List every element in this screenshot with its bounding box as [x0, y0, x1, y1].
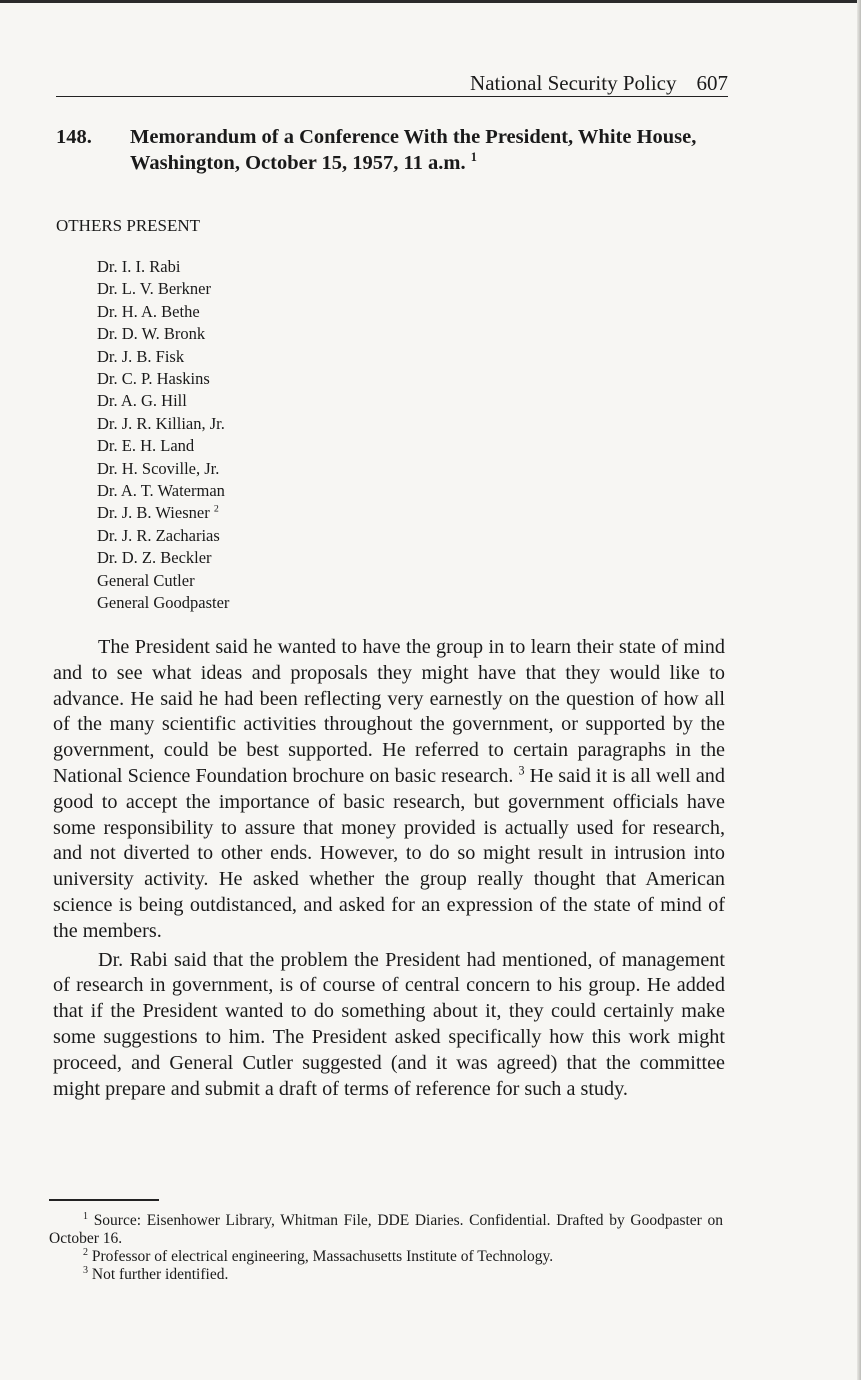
document-heading [56, 124, 736, 176]
paragraph-1-text-b: He said it is all well and good to accept the importance of basic research, but government officials have some responsibility to assure that money provided is actually used for research, and not diverted to other ends. However, to do so might result in intrusion into university activity. He asked whether the group really thought that American science is being outdistanced, and asked for an expression of the state of mind of the members. [53, 764, 725, 942]
attendee: Dr. E. H. Land [97, 436, 195, 456]
attendee: Dr. D. Z. Beckler [97, 548, 212, 568]
page-number: 607 [696, 71, 728, 95]
attendee-list [97, 256, 229, 615]
footnote-mark: 3 [83, 1264, 88, 1276]
footnote-mark: 2 [83, 1246, 88, 1258]
footnote-3 [49, 1266, 723, 1284]
footnote-1 [49, 1212, 723, 1248]
paragraph-1-text-a: The President said he wanted to have the group in to learn their state of mind and to see what ideas and proposals they might have that they would like to advance. He said he had been reflecting very earnestly on the question of how all of the many scientific activities throughout the government, or supported by the government, could be best supported. He referred to certain paragraphs in the National Science Foundation brochure on basic research. [53, 636, 725, 787]
attendee: Dr. A. T. Waterman [97, 481, 225, 501]
footnote-text: Not further identified. [91, 1266, 229, 1283]
attendee: Dr. A. G. Hill [97, 391, 187, 411]
attendee: Dr. J. R. Zacharias [97, 525, 220, 545]
attendee-wiesner [97, 502, 229, 524]
attendee: Dr. J. R. Killian, Jr. [97, 413, 225, 433]
footnote-text: Source: Eisenhower Library, Whitman File, DDE Diaries. Confidential. Drafted by Goodpaster on October 16. [49, 1212, 724, 1247]
others-present-label: OTHERS PRESENT [56, 216, 201, 235]
footnote-mark: 1 [83, 1210, 88, 1222]
attendee: Dr. H. A. Bethe [97, 301, 200, 321]
memo-body [53, 635, 725, 1105]
paragraph-2: Dr. Rabi said that the problem the President had mentioned, of management of research in government, is of course of central concern to his group. He added that if the President wanted to do something about it, they could certainly make some suggestions to him. The President asked specifically how this work might proceed, and General Cutler suggested (and it was agreed) that the committee might prepare and submit a draft of terms of reference for such a study. [53, 948, 725, 1100]
running-head [56, 70, 728, 97]
paragraph-1 [53, 635, 725, 945]
footnote-text: Professor of electrical engineering, Massachusetts Institute of Technology. [91, 1248, 554, 1265]
attendee: Dr. D. W. Bronk [97, 324, 206, 344]
document-number: 148. [56, 126, 92, 148]
attendee: General Cutler [97, 570, 195, 590]
wiesner-footnote-ref: 2 [213, 503, 219, 515]
footnote-rule [49, 1199, 159, 1201]
attendee-name: Dr. J. B. Wiesner [97, 503, 210, 523]
footnotes [49, 1212, 723, 1284]
attendee: Dr. L. V. Berkner [97, 279, 211, 299]
footnote-2 [49, 1248, 723, 1266]
document-title-text: Memorandum of a Conference With the President, White House, Washington, October 15, 1957, 11 a.m. [130, 126, 697, 174]
document-title [130, 124, 736, 176]
running-head-title: National Security Policy [470, 71, 677, 95]
attendee: Dr. J. B. Fisk [97, 346, 185, 366]
page-top-edge [0, 0, 861, 3]
brochure-footnote-ref: 3 [518, 763, 525, 778]
attendee: General Goodpaster [97, 593, 230, 613]
page-right-edge [857, 0, 861, 1380]
attendee: Dr. I. I. Rabi [97, 257, 181, 276]
attendee: Dr. H. Scoville, Jr. [97, 458, 220, 478]
title-footnote-ref: 1 [470, 150, 477, 165]
attendee: Dr. C. P. Haskins [97, 369, 210, 389]
